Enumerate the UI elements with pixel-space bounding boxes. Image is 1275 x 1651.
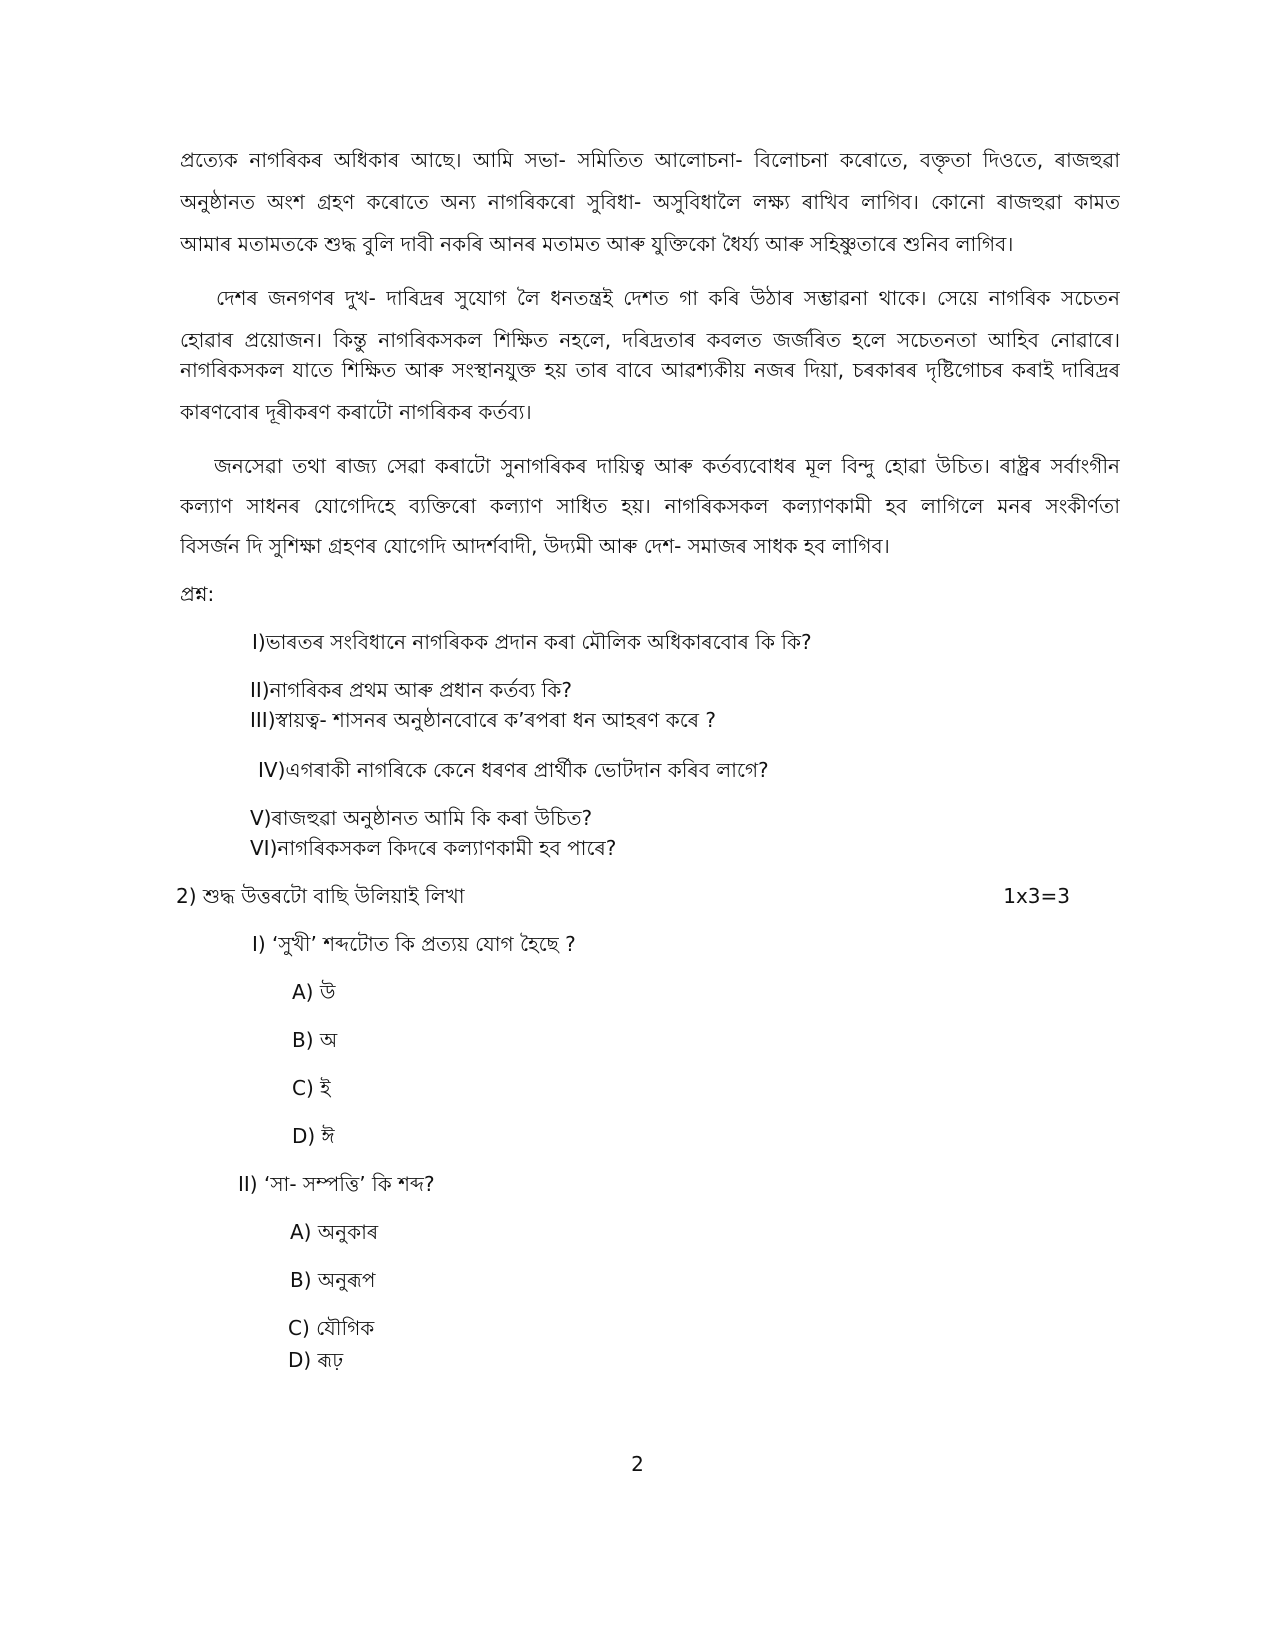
mcq1-option-b: B) অ bbox=[292, 1028, 338, 1052]
question-4: IV)এগৰাকী নাগৰিকে কেনে ধৰণৰ প্ৰাৰ্থীক ভোটদান কৰিব লাগে? bbox=[258, 758, 769, 782]
question-1: I)ভাৰতৰ সংবিধানে নাগৰিকক প্ৰদান কৰা মৌলিক অধিকাৰবোৰ কি কি? bbox=[252, 630, 812, 654]
paragraph2-line-2: হোৱাৰ প্ৰয়োজন। কিন্তু নাগৰিকসকল শিক্ষিত নহলে, দৰিদ্ৰতাৰ কবলত জৰ্জৰিত হলে সচেতনতা আহিব নোৱাৰে। bbox=[180, 328, 1120, 352]
paragraph2-line-1: দেশৰ জনগণৰ দুখ- দাৰিদ্ৰৰ সুযোগ লৈ ধনতন্ত্ৰই দেশত গা কৰি উঠাৰ সম্ভাৱনা থাকে। সেয়ে নাগৰিক সচেতন bbox=[216, 286, 1120, 310]
mcq2-option-c: C) যৌগিক bbox=[288, 1316, 375, 1340]
mcq2-option-b: B) অনুৰূপ bbox=[290, 1268, 376, 1292]
mcq1-option-d: D) ঈ bbox=[292, 1124, 335, 1148]
section2-heading: 2) শুদ্ধ উত্তৰটো বাছি উলিয়াই লিখা bbox=[176, 884, 465, 908]
page-number: 2 bbox=[631, 1452, 644, 1476]
paragraph3-line-1: জনসেৱা তথা ৰাজ্য সেৱা কৰাটো সুনাগৰিকৰ দায়িত্ব আৰু কৰ্তব্যবোধৰ মূল বিন্দু হোৱা উচিত। ৰাষ্ট্ৰৰ সৰ্বাংগীন bbox=[214, 454, 1120, 478]
paragraph3-line-3: বিসৰ্জন দি সুশিক্ষা গ্ৰহণৰ যোগেদি আদৰ্শবাদী, উদ্যমী আৰু দেশ- সমাজৰ সাধক হব লাগিব। bbox=[180, 534, 890, 558]
section2-marks: 1x3=3 bbox=[1003, 884, 1070, 908]
paragraph2-line-3: নাগৰিকসকল যাতে শিক্ষিত আৰু সংস্থানযুক্ত হয় তাৰ বাবে আৱশ্যকীয় নজৰ দিয়া, চৰকাৰৰ দৃষ্টিগোচৰ কৰাই দাৰিদ্ৰৰ bbox=[180, 358, 1120, 382]
mcq2-option-a: A) অনুকাৰ bbox=[290, 1220, 379, 1244]
mcq2-question: II) ‘সা- সম্পত্তি’ কি শব্দ? bbox=[238, 1172, 435, 1196]
question-5: V)ৰাজহুৱা অনুষ্ঠানত আমি কি কৰা উচিত? bbox=[250, 806, 593, 830]
questions-heading: প্ৰশ্ন: bbox=[180, 582, 215, 606]
question-3: III)স্বায়ত্ব- শাসনৰ অনুষ্ঠানবোৰে ক’ৰপৰা ধন আহৰণ কৰে ? bbox=[250, 708, 717, 732]
question-2: II)নাগৰিকৰ প্ৰথম আৰু প্ৰধান কৰ্তব্য কি? bbox=[250, 678, 572, 702]
mcq1-option-a: A) উ bbox=[292, 980, 336, 1004]
mcq1-option-c: C) ই bbox=[292, 1076, 331, 1100]
paragraph2-line-4: কাৰণবোৰ দূৰীকৰণ কৰাটো নাগৰিকৰ কৰ্তব্য। bbox=[180, 400, 532, 424]
paragraph1-line-1: প্ৰত্যেক নাগৰিকৰ অধিকাৰ আছে। আমি সভা- সমিতিত আলোচনা- বিলোচনা কৰোতে, বক্তৃতা দিওতে, ৰাজহুৱা bbox=[180, 148, 1120, 172]
mcq2-option-d: D) ৰূঢ় bbox=[288, 1348, 344, 1372]
paragraph1-line-2: অনুষ্ঠানত অংশ গ্ৰহণ কৰোতে অন্য নাগৰিকৰো সুবিধা- অসুবিধালৈ লক্ষ্য ৰাখিব লাগিব। কোনো ৰাজহুৱা কামত bbox=[180, 190, 1120, 214]
paragraph3-line-2: কল্যাণ সাধনৰ যোগেদিহে ব্যক্তিৰো কল্যাণ সাধিত হয়। নাগৰিকসকল কল্যাণকামী হব লাগিলে মনৰ সংকীৰ্ণতা bbox=[180, 494, 1120, 518]
mcq1-question: I) ‘সুখী’ শব্দটোত কি প্ৰত্যয় যোগ হৈছে ? bbox=[252, 932, 576, 956]
question-6: VI)নাগৰিকসকল কিদৰে কল্যাণকামী হব পাৰে? bbox=[250, 836, 617, 860]
paragraph1-line-3: আমাৰ মতামতকে শুদ্ধ বুলি দাবী নকৰি আনৰ মতামত আৰু যুক্তিকো ধৈৰ্য্য আৰু সহিষ্ণুতাৰে শুনিব লাগিব। bbox=[180, 232, 1014, 256]
